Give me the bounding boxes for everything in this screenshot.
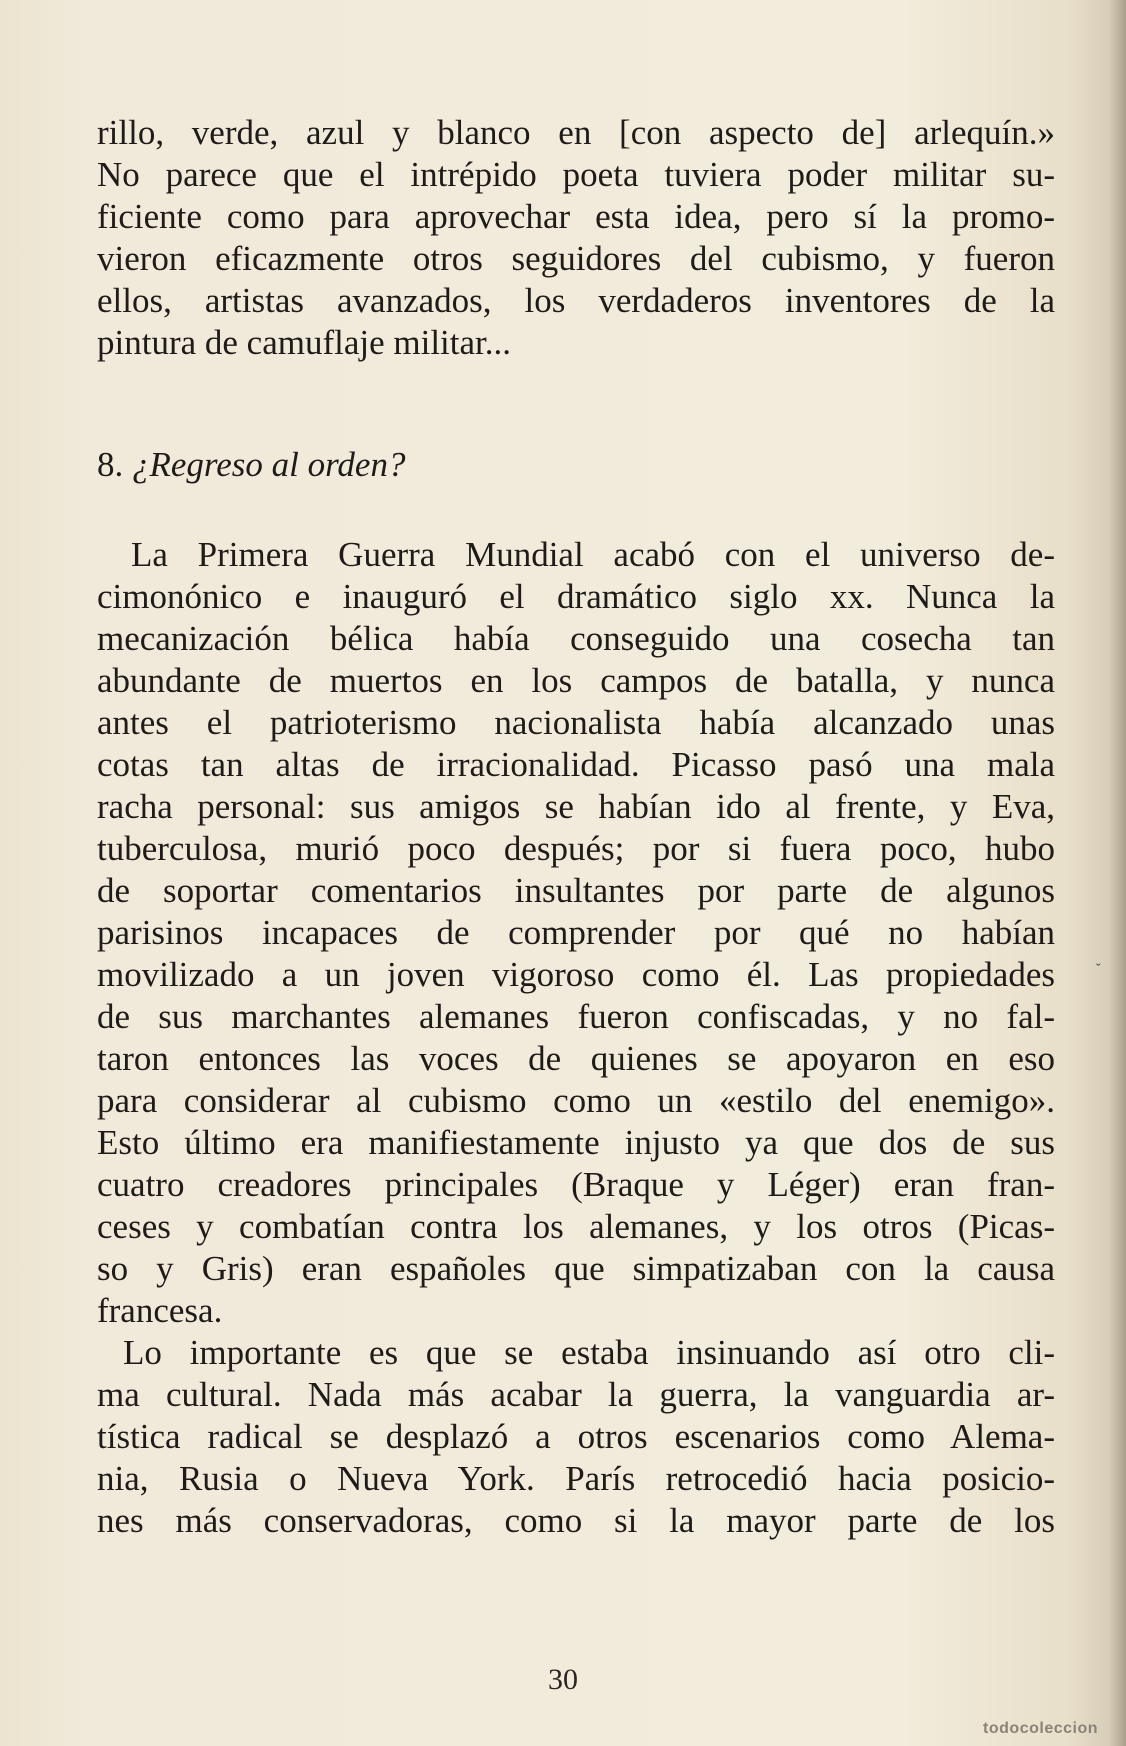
text-line: tística radical se desplazó a otros escenarios como Alema- xyxy=(97,1417,1055,1456)
text-line: rillo, verde, azul y blanco en [con aspecto de] arlequín.» xyxy=(97,113,1055,152)
text-line: so y Gris) eran españoles que simpatizaban con la causa xyxy=(97,1249,1055,1288)
text-line: racha personal: sus amigos se habían ido al frente, y Eva, xyxy=(97,787,1055,826)
text-line: ma cultural. Nada más acabar la guerra, la vanguardia ar- xyxy=(97,1375,1055,1414)
text-line: para considerar al cubismo como un «estilo del enemigo». xyxy=(97,1081,1055,1120)
text-line: La Primera Guerra Mundial acabó con el universo de- xyxy=(131,535,1055,574)
paragraph-1 xyxy=(97,112,1055,364)
paragraph-2 xyxy=(97,534,1055,1332)
text-line: francesa. xyxy=(97,1291,223,1330)
text-line: de soportar comentarios insultantes por parte de algunos xyxy=(97,871,1055,910)
section-heading xyxy=(97,444,1055,486)
text-line: cuatro creadores principales (Braque y Léger) eran fran- xyxy=(97,1165,1055,1204)
text-line: ellos, artistas avanzados, los verdaderos inventores de la xyxy=(97,281,1055,320)
paragraph-3 xyxy=(97,1332,1055,1542)
text-line: mecanización bélica había conseguido una cosecha tan xyxy=(97,619,1055,658)
text-line: movilizado a un joven vigoroso como él. Las propiedades xyxy=(97,955,1055,994)
page-spine-edge xyxy=(1108,0,1126,1746)
text-line: ficiente como para aprovechar esta idea, pero sí la promo- xyxy=(97,197,1055,236)
text-line: Lo importante es que se estaba insinuando así otro cli- xyxy=(123,1333,1055,1372)
page-number: 30 xyxy=(548,1663,578,1696)
text-line: ceses y combatían contra los alemanes, y los otros (Picas- xyxy=(97,1207,1055,1246)
text-line: No parece que el intrépido poeta tuviera poder militar su- xyxy=(97,155,1055,194)
text-line: cimonónico e inauguró el dramático siglo xx. Nunca la xyxy=(97,577,1055,616)
text-line: parisinos incapaces de comprender por qué no habían xyxy=(97,913,1055,952)
text-line: taron entonces las voces de quienes se apoyaron en eso xyxy=(97,1039,1055,1078)
text-line: nes más conservadoras, como si la mayor parte de los xyxy=(97,1501,1055,1540)
margin-mark: ˇ xyxy=(1096,962,1101,977)
text-line: pintura de camuflaje militar... xyxy=(97,323,512,362)
text-column xyxy=(97,112,1055,1542)
text-line: vieron eficazmente otros seguidores del cubismo, y fueron xyxy=(97,239,1055,278)
text-line: antes el patrioterismo nacionalista había alcanzado unas xyxy=(97,703,1055,742)
text-line: abundante de muertos en los campos de batalla, y nunca xyxy=(97,661,1055,700)
watermark: todocoleccion xyxy=(983,1720,1098,1737)
text-line: Esto último era manifiestamente injusto ya que dos de sus xyxy=(97,1123,1055,1162)
text-line: de sus marchantes alemanes fueron confiscadas, y no fal- xyxy=(97,997,1055,1036)
text-line: nia, Rusia o Nueva York. París retrocedió hacia posicio- xyxy=(97,1459,1055,1498)
section-title: ¿Regreso al orden? xyxy=(132,445,406,484)
text-line: tuberculosa, murió poco después; por si fuera poco, hubo xyxy=(97,829,1055,868)
section-number: 8. xyxy=(97,445,132,484)
text-line: cotas tan altas de irracionalidad. Picasso pasó una mala xyxy=(97,745,1055,784)
